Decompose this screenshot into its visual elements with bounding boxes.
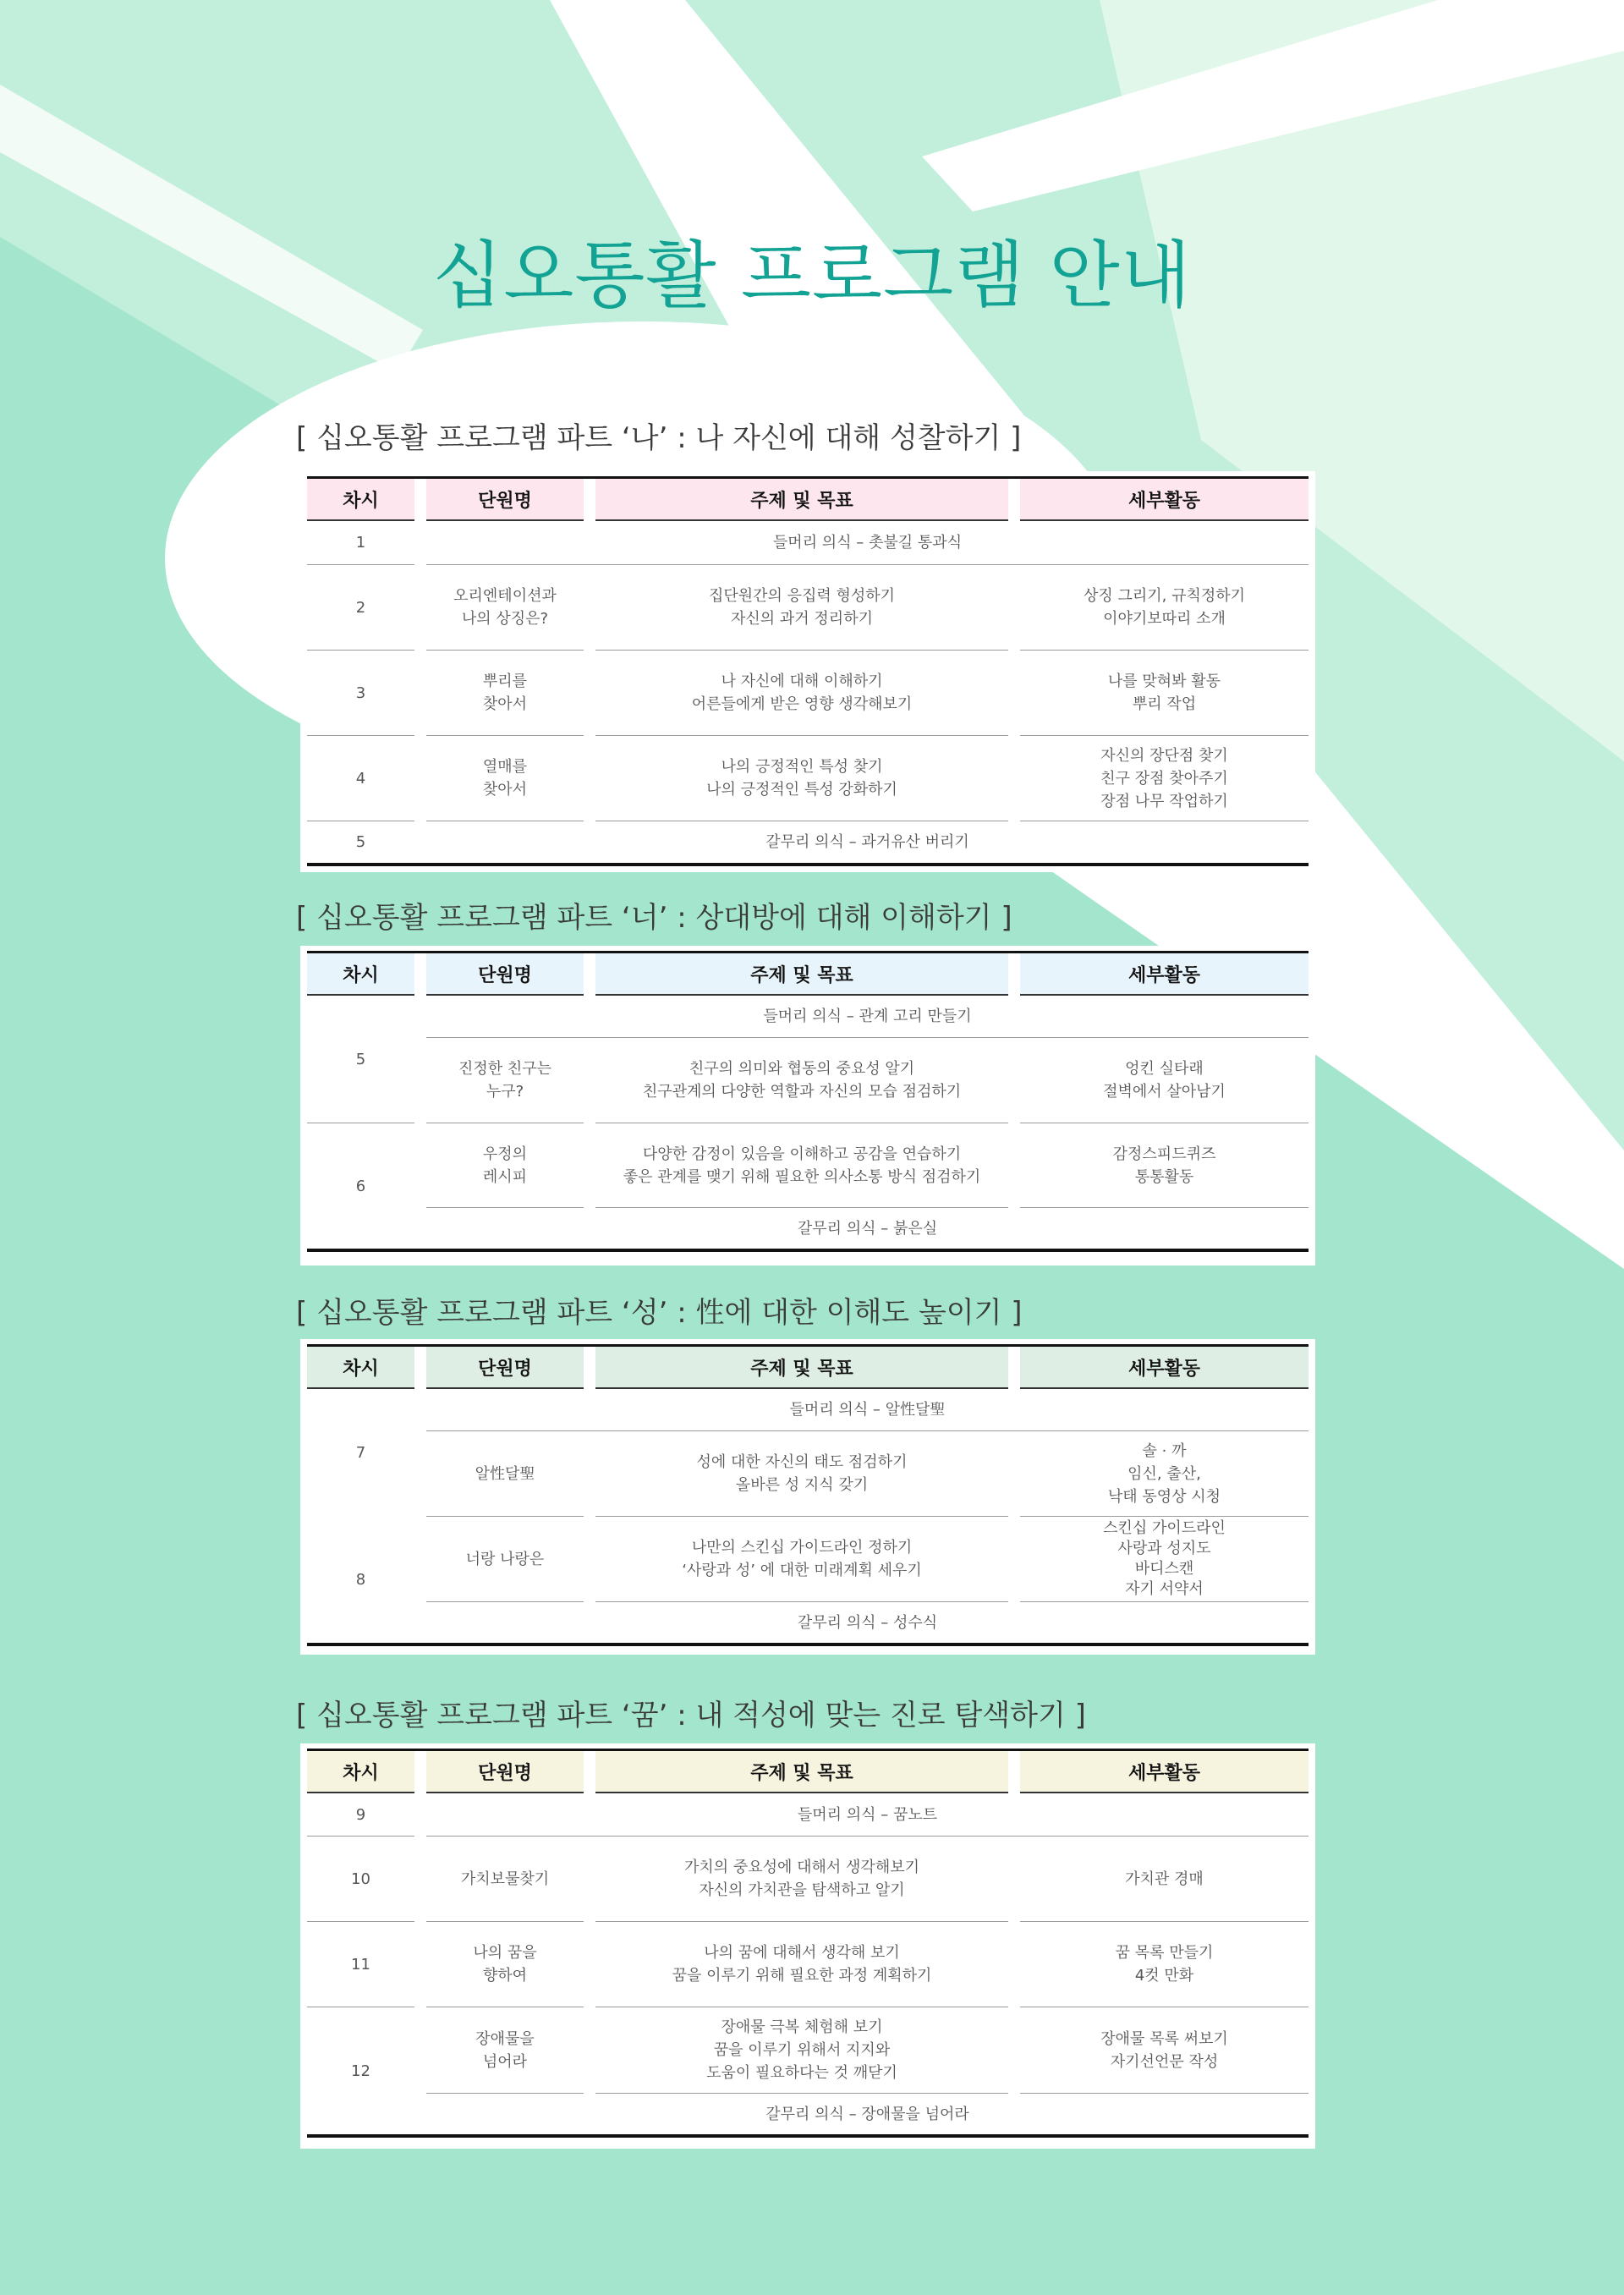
unit-cell: 장애물을 넘어라 [426,2007,584,2094]
activity-cell: 나를 맞혀봐 활동 뿌리 작업 [1020,651,1309,736]
table-row [307,1922,1309,2007]
session-number: 3 [307,651,414,736]
topic-cell: 가치의 중요성에 대해서 생각해보기 자신의 가치관을 탐색하고 알기 [595,1837,1008,1922]
header-topic: 주제 및 목표 [595,1347,1008,1389]
table-row [307,1389,1309,1431]
table-row [307,1208,1309,1249]
part2-title: [ 십오통활 프로그램 파트 ‘너’ : 상대방에 대해 이해하기 ] [296,901,1012,935]
session-number: 10 [307,1837,414,1922]
activity-cell: 스킨십 가이드라인 사랑과 성지도 바디스캔 자기 서약서 [1020,1517,1309,1602]
topic-cell: 들머리 의식 – 촛불길 통과식 [426,521,1309,565]
session-number: 8 [355,1571,366,1589]
activity-cell: 장애물 목록 써보기 자기선언문 작성 [1020,2007,1309,2094]
header-topic: 주제 및 목표 [595,953,1008,996]
table-row [307,2094,1309,2134]
topic-cell: 나의 긍정적인 특성 찾기 나의 긍정적인 특성 강화하기 [595,736,1008,821]
topic-cell: 들머리 의식 – 알性달聖 [426,1389,1309,1431]
activity-cell: 상징 그리기, 규칙정하기 이야기보따리 소개 [1020,565,1309,651]
unit-cell: 우정의 레시피 [426,1123,584,1208]
table-row [307,1517,1309,1602]
header-topic: 주제 및 목표 [595,479,1008,521]
header-unit: 단원명 [426,479,584,521]
table-row [307,651,1309,736]
part2-panel [300,946,1315,1266]
topic-cell: 나만의 스킨십 가이드라인 정하기 ‘사랑과 성’ 에 대한 미래계획 세우기 [595,1517,1008,1602]
session-number: 12 [351,2062,370,2080]
session-number: 4 [307,736,414,821]
header-topic: 주제 및 목표 [595,1751,1008,1793]
table-row [307,1602,1309,1643]
table-row [307,1431,1309,1517]
topic-cell: 장애물 극복 체험해 보기 꿈을 이루기 위해서 지지와 도움이 필요하다는 것 깨닫기 [595,2007,1008,2094]
header-session: 차시 [307,953,414,996]
page-title: 십오통활 프로그램 안내 [432,233,1192,318]
topic-cell: 갈무리 의식 – 붉은실 [797,1219,938,1238]
part1-table [307,476,1309,866]
header-unit: 단원명 [426,1751,584,1793]
header-session: 차시 [307,1347,414,1389]
topic-cell: 다양한 감정이 있음을 이해하고 공감을 연습하기 좋은 관계를 맺기 위해 필요한 의사소통 방식 점검하기 [595,1123,1008,1208]
session-number: 9 [307,1793,414,1837]
table-row [307,1123,1309,1208]
session-number: 11 [307,1922,414,2007]
part4-panel [300,1743,1315,2149]
table-row [307,521,1309,565]
header-unit: 단원명 [426,953,584,996]
topic-cell: 성에 대한 자신의 태도 점검하기 올바른 성 지식 갖기 [595,1431,1008,1517]
topic-cell: 들머리 의식 – 꿈노트 [426,1793,1309,1837]
header-unit: 단원명 [426,1347,584,1389]
session-number: 2 [307,565,414,651]
topic-cell: 갈무리 의식 – 과거유산 버리기 [765,833,969,851]
table-row [307,1793,1309,1837]
session-number: 1 [307,521,414,565]
table-row [307,1837,1309,1922]
topic-cell: 들머리 의식 – 관계 고리 만들기 [426,996,1309,1038]
unit-cell: 가치보물찾기 [426,1837,584,1922]
table-row [307,1038,1309,1123]
activity-cell: 자신의 장단점 찾기 친구 장점 찾아주기 장점 나무 작업하기 [1020,736,1309,821]
session-number: 5 [355,833,366,851]
header-activity: 세부활동 [1020,479,1309,521]
table-row [307,821,1309,863]
topic-cell: 나 자신에 대해 이해하기 어른들에게 받은 영향 생각해보기 [595,651,1008,736]
part4-title: [ 십오통활 프로그램 파트 ‘꿈’ : 내 적성에 맞는 진로 탐색하기 ] [296,1699,1086,1732]
table-row [307,736,1309,821]
session-number: 6 [355,1177,366,1195]
topic-cell: 갈무리 의식 – 장애물을 넘어라 [765,2105,969,2123]
topic-cell: 나의 꿈에 대해서 생각해 보기 꿈을 이루기 위해 필요한 과정 계획하기 [595,1922,1008,2007]
table-row [307,996,1309,1038]
part3-panel [300,1339,1315,1655]
unit-cell: 오리엔테이션과 나의 상징은? [426,565,584,651]
header-session: 차시 [307,479,414,521]
activity-cell: 솔 · 까 임신, 출산, 낙태 동영상 시청 [1020,1431,1309,1517]
activity-cell: 감정스피드퀴즈 통통활동 [1020,1123,1309,1208]
session-number: 7 [355,1444,366,1462]
table-row [307,565,1309,651]
unit-cell: 열매를 찾아서 [426,736,584,821]
part4-table [307,1749,1309,2138]
table-row [307,2007,1309,2094]
part1-title: [ 십오통활 프로그램 파트 ‘나’ : 나 자신에 대해 성찰하기 ] [296,421,1022,455]
unit-cell: 너랑 나랑은 [426,1517,584,1602]
unit-cell: 알性달聖 [426,1431,584,1517]
header-activity: 세부활동 [1020,1751,1309,1793]
part2-table [307,951,1309,1252]
activity-cell: 엉킨 실타래 절벽에서 살아남기 [1020,1038,1309,1123]
header-activity: 세부활동 [1020,953,1309,996]
activity-cell: 꿈 목록 만들기 4컷 만화 [1020,1922,1309,2007]
unit-cell: 뿌리를 찾아서 [426,651,584,736]
unit-cell: 진정한 친구는 누구? [426,1038,584,1123]
topic-cell: 갈무리 의식 – 성수식 [797,1613,938,1632]
header-session: 차시 [307,1751,414,1793]
topic-cell: 친구의 의미와 협동의 중요성 알기 친구관계의 다양한 역할과 자신의 모습 점검하기 [595,1038,1008,1123]
topic-cell: 집단원간의 응집력 형성하기 자신의 과거 정리하기 [595,565,1008,651]
activity-cell: 가치관 경매 [1020,1837,1309,1922]
header-activity: 세부활동 [1020,1347,1309,1389]
unit-cell: 나의 꿈을 향하여 [426,1922,584,2007]
part3-table [307,1344,1309,1646]
part3-title: [ 십오통활 프로그램 파트 ‘성’ : 性에 대한 이해도 높이기 ] [296,1296,1023,1330]
part1-panel [300,471,1315,872]
session-number: 5 [307,996,414,1123]
